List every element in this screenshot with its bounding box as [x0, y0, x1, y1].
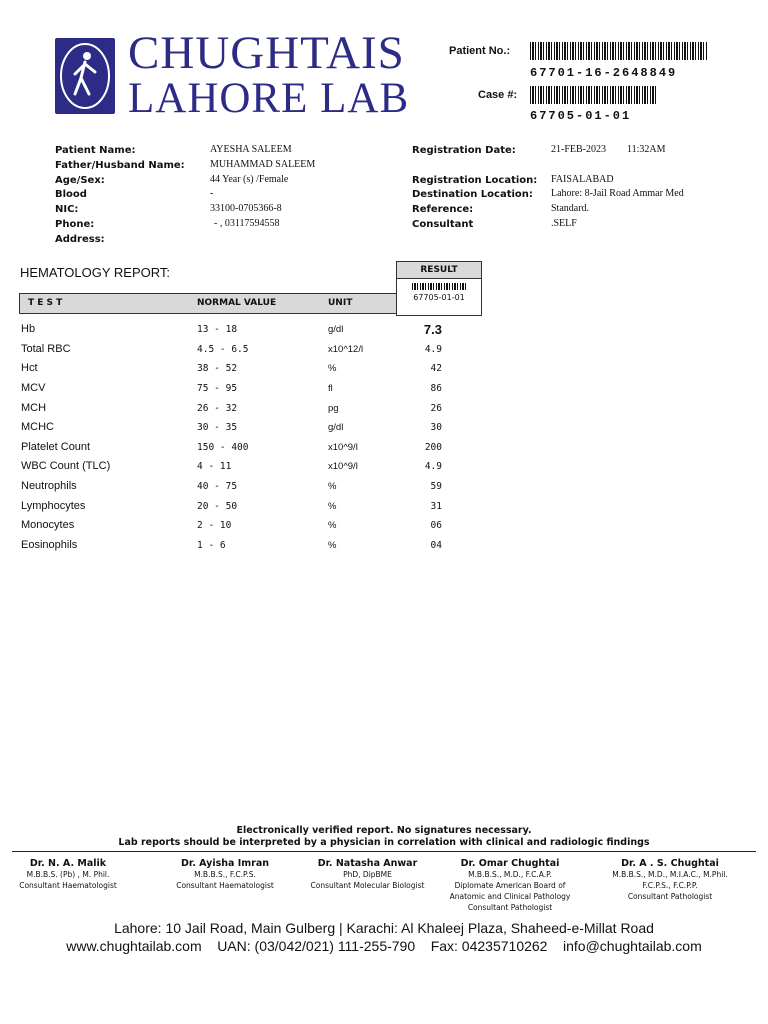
- result-value: 04: [430, 540, 442, 551]
- doctor-qualification: M.B.B.S., M.D., M.I.A.C., M.Phil.: [612, 870, 728, 879]
- result-value: 4.9: [424, 344, 442, 355]
- karachi-address: : Al Khaleej Plaza, Shaheed-e-Millat Road: [393, 920, 654, 936]
- test-name: Hct: [21, 362, 38, 374]
- test-name: WBC Count (TLC): [21, 460, 111, 472]
- col-test-header: T E S T: [28, 298, 63, 308]
- normal-value: 2 - 10: [197, 520, 232, 531]
- test-name: Neutrophils: [21, 480, 77, 492]
- patient-name-label: Patient Name:: [55, 145, 136, 156]
- result-value: 7.3: [423, 322, 442, 337]
- doctor-name: Dr. Omar Chughtai: [460, 858, 560, 869]
- normal-value: 75 - 95: [197, 383, 238, 394]
- normal-value: 38 - 52: [197, 363, 238, 374]
- unit-value: %: [328, 481, 337, 492]
- doctor-as-chughtai: [590, 858, 750, 902]
- nic-value: 33100-0705366-8: [210, 203, 282, 214]
- unit-value: g/dl: [328, 422, 344, 433]
- nic-label: NIC:: [55, 204, 79, 215]
- reference-value: Standard.: [551, 203, 590, 214]
- phone-value: - , 03117594558: [214, 218, 280, 229]
- patient-name: AYESHA SALEEM: [210, 144, 292, 155]
- footer-divider: [12, 851, 756, 852]
- case-no-label: Case #:: [478, 89, 518, 101]
- unit-value: %: [328, 520, 337, 531]
- consultant-label: Consultant: [412, 219, 474, 230]
- test-name: MCH: [21, 402, 47, 414]
- normal-value: 13 - 18: [197, 324, 238, 335]
- test-name: Lymphocytes: [21, 500, 86, 512]
- doctor-name: Dr. N. A. Malik: [29, 858, 107, 869]
- doctor-qualification-2: F.C.P.S., F.C.P.P.: [642, 881, 698, 890]
- lahore-label: Lahore: [114, 920, 158, 936]
- father-name: MUHAMMAD SALEEM: [210, 159, 316, 170]
- doctor-qualification: M.B.B.S., M.D., F.C.A.P.: [468, 870, 552, 879]
- result-value: 31: [430, 501, 442, 512]
- normal-value: 30 - 35: [197, 422, 238, 433]
- result-barcode: [412, 283, 466, 290]
- doctor-title: Consultant Haematologist: [176, 881, 274, 890]
- logo-mark: [55, 38, 115, 114]
- result-value: 26: [430, 403, 442, 414]
- contact-line: www.chughtailab.com UAN: (03/042/021) 111-255-790 Fax: 04235710262 info@chughtailab.com: [66, 938, 702, 954]
- result-value: 30: [430, 422, 442, 433]
- address-line: [0, 920, 768, 936]
- doctor-qualification: M.B.B.S. (Pb) , M. Phil.: [26, 870, 110, 879]
- doctor-qualification: PhD, DipBME: [343, 870, 392, 879]
- reg-date-label: Registration Date:: [412, 145, 516, 156]
- dest-location-label: Destination Location:: [412, 189, 533, 200]
- unit-value: x10^12/l: [328, 344, 364, 355]
- interpretation-note: Lab reports should be interpreted by a physician in correlation with clinical and radiologic findings: [118, 837, 650, 848]
- col-unit-header: UNIT: [328, 298, 353, 308]
- normal-value: 20 - 50: [197, 501, 238, 512]
- test-name: Monocytes: [21, 519, 75, 531]
- result-case-no: 67705-01-01: [413, 293, 465, 302]
- unit-value: %: [328, 540, 337, 551]
- normal-value: 4 - 11: [197, 461, 232, 472]
- doctor-anwar: [295, 858, 440, 891]
- result-header: RESULT: [396, 261, 482, 279]
- doctor-name: Dr. Natasha Anwar: [317, 858, 418, 869]
- consultant-value: .SELF: [551, 218, 577, 229]
- lahore-address: : 10 Jail Road, Main Gulberg |: [157, 920, 347, 936]
- unit-value: pg: [328, 403, 339, 414]
- reference-label: Reference:: [412, 204, 474, 215]
- result-value: 42: [430, 363, 442, 374]
- normal-value: 150 - 400: [197, 442, 249, 453]
- normal-value: 4.5 - 6.5: [197, 344, 249, 355]
- test-name: Platelet Count: [21, 441, 91, 453]
- reg-location: FAISALABAD: [551, 174, 614, 185]
- normal-value: 40 - 75: [197, 481, 238, 492]
- verified-note: Electronically verified report. No signatures necessary.: [236, 825, 532, 836]
- doctor-name: Dr. Ayisha Imran: [180, 858, 270, 869]
- test-name: MCV: [21, 382, 46, 394]
- test-name: Eosinophils: [21, 539, 78, 551]
- doctor-imran: [155, 858, 295, 891]
- result-value: 200: [424, 442, 442, 453]
- case-barcode: [530, 86, 658, 104]
- doctor-title-3: Consultant Pathologist: [467, 903, 553, 912]
- result-value: 4.9: [424, 461, 442, 472]
- karachi-label: Karachi: [346, 920, 394, 936]
- test-name: Total RBC: [21, 343, 71, 355]
- result-value: 59: [430, 481, 442, 492]
- result-value: 86: [430, 383, 442, 394]
- patient-no: 67701-16-2648849: [530, 66, 678, 80]
- unit-value: %: [328, 501, 337, 512]
- normal-value: 1 - 6: [197, 540, 226, 551]
- reg-time: 11:32AM: [627, 144, 666, 155]
- reg-date: 21-FEB-2023: [551, 144, 606, 155]
- doctor-omar-chughtai: [440, 858, 580, 913]
- age-sex: 44 Year (s) /Female: [210, 174, 289, 185]
- age-sex-label: Age/Sex:: [55, 175, 105, 186]
- doctor-title: Diplomate American Board of: [454, 881, 566, 890]
- logo-title-line2: LAHORE LAB: [128, 75, 410, 122]
- walking-figure-icon: [55, 38, 115, 114]
- blood-label: Blood: [55, 189, 87, 200]
- doctor-title: Consultant Pathologist: [627, 892, 713, 901]
- patient-no-label: Patient No.:: [449, 45, 511, 57]
- normal-value: 26 - 32: [197, 403, 238, 414]
- case-no: 67705-01-01: [530, 109, 632, 123]
- logo-title-line1: CHUGHTAIS: [128, 27, 405, 79]
- address-label: Address:: [55, 234, 105, 245]
- doctor-title: Consultant Molecular Biologist: [310, 881, 425, 890]
- result-value: 06: [430, 520, 442, 531]
- unit-value: fl: [328, 383, 333, 394]
- doctor-name: Dr. A . S. Chughtai: [621, 858, 719, 869]
- blood-value: -: [210, 188, 214, 199]
- unit-value: x10^9/l: [328, 442, 358, 453]
- father-name-label: Father/Husband Name:: [55, 160, 185, 171]
- doctor-title-2: Anatomic and Clinical Pathology: [449, 892, 571, 901]
- test-name: Hb: [21, 323, 36, 335]
- doctor-qualification: M.B.B.S., F.C.P.S.: [194, 870, 256, 879]
- doctor-title: Consultant Haematologist: [19, 881, 117, 890]
- unit-value: g/dl: [328, 324, 344, 335]
- reg-location-label: Registration Location:: [412, 175, 538, 186]
- patient-barcode: [530, 42, 708, 60]
- test-name: MCHC: [21, 421, 54, 433]
- dest-location: Lahore: 8-Jail Road Ammar Med: [551, 188, 684, 199]
- col-normal-header: NORMAL VALUE: [197, 298, 277, 308]
- phone-label: Phone:: [55, 219, 95, 230]
- unit-value: %: [328, 363, 337, 374]
- section-title: HEMATOLOGY REPORT:: [20, 265, 171, 280]
- doctor-malik: [0, 858, 136, 891]
- unit-value: x10^9/l: [328, 461, 358, 472]
